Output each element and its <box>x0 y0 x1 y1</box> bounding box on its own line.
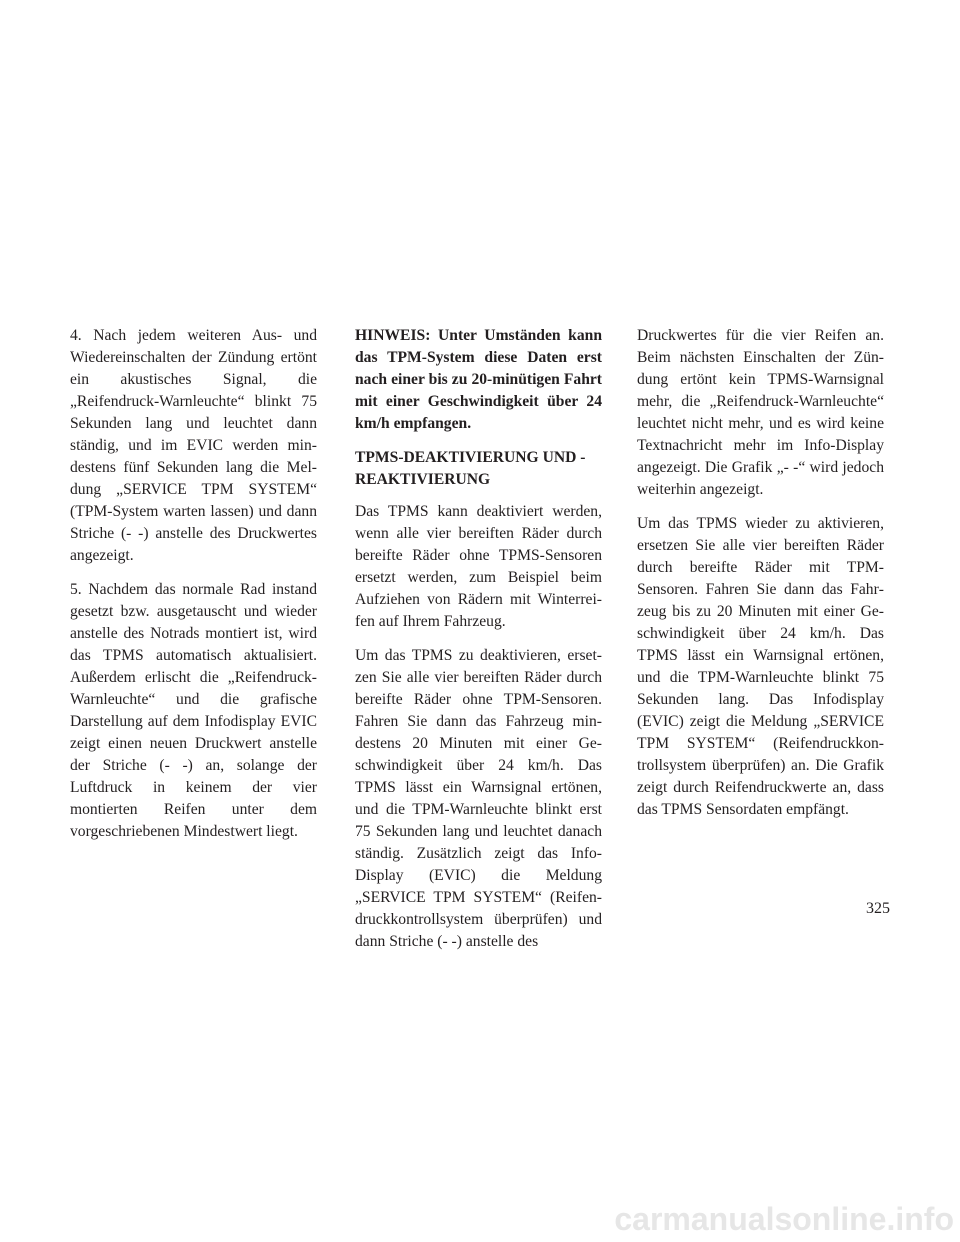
right-column <box>637 325 884 833</box>
watermark: carmanualsonline.info <box>614 1201 954 1237</box>
paragraph-step-4: 4. Nach jedem weiteren Aus- und Wiedereinschalten der Zündung ertönt ein akustisches Signal, die „Reifendruck-Warnleuchte“ blinkt 75 Sekunden lang und leuchtet dann ständig, und im EVIC werden mindestens fünf Sekunden lang die Meldung „SERVICE TPM SYSTEM“ (TPM-System warten lassen) und dann Striche (- -) anstelle des Druckwertes angezeigt. <box>70 327 317 564</box>
left-column <box>70 325 317 855</box>
paragraph-deactivate-intro: Das TPMS kann deaktiviert werden, wenn alle vier bereiften Räder durch bereifte Räder ohne TPMS-Sensoren ersetzt werden, zum Beispiel beim Aufziehen von Rädern mit Winterreifen auf Ihrem Fahrzeug. <box>355 503 602 630</box>
paragraph-continued: Druckwertes für die vier Reifen an. Beim nächsten Einschalten der Zündung ertönt kein TPMS-Warnsignal mehr, die „Reifendruck-Warnleuchte“ leuchtet nicht mehr, und es wird keine Textnachricht mehr im Info-Display angezeigt. Die Grafik „- -“ wird jedoch weiterhin angezeigt. <box>637 327 884 498</box>
paragraph-deactivate-steps: Um das TPMS zu deaktivieren, ersetzen Sie alle vier bereiften Räder durch bereifte Räder ohne TPM-Sensoren. Fahren Sie dann das Fahrzeug mindestens 20 Minuten mit einer Geschwindigkeit über 24 km/h. Das TPMS lässt ein Warnsignal ertönen, und die TPM-Warnleuchte blinkt erst 75 Sekunden lang und leuchtet danach ständig. Zusätzlich zeigt das Info-Display (EVIC) die Meldung „SERVICE TPM SYSTEM“ (Reifendruckkontrollsystem überprüfen) und dann Striche (- -) anstelle des <box>355 647 602 950</box>
paragraph-step-5: 5. Nachdem das normale Rad instand gesetzt bzw. ausgetauscht und wieder anstelle des Notrads montiert ist, wird das TPMS automatisch aktualisiert. Außerdem erlischt die „Reifendruck-Warnleuchte“ und die grafische Darstellung auf dem Infodisplay EVIC zeigt einen neuen Druckwert anstelle der Striche (- -) an, solange der Luftdruck in keinem der vier montierten Reifen unter dem vorgeschriebenen Mindestwert liegt. <box>70 581 317 840</box>
paragraph-reactivate: Um das TPMS wieder zu aktivieren, ersetzen Sie alle vier bereiften Räder durch bereifte Räder mit TPM-Sensoren. Fahren Sie dann das Fahrzeug bis zu 20 Minuten mit einer Geschwindigkeit über 24 km/h. Das TPMS lässt ein Warnsignal ertönen, und die TPM-Warnleuchte blinkt 75 Sekunden lang. Das Infodisplay (EVIC) zeigt die Meldung „SERVICE TPM SYSTEM“ (Reifendruckkontrollsystem überprüfen) an. Die Grafik zeigt durch Reifendruckwerte an, dass das TPMS Sensordaten empfängt. <box>637 515 884 818</box>
middle-column <box>355 325 602 965</box>
page-number: 325 <box>866 900 890 917</box>
note-paragraph: HINWEIS: Unter Umständen kann das TPM-System diese Daten erst nach einer bis zu 20-minütigen Fahrt mit einer Geschwindigkeit über 24 km/h empfangen. <box>355 327 602 432</box>
section-heading: TPMS-DEAKTIVIERUNG UND -REAKTIVIERUNG <box>355 449 586 488</box>
